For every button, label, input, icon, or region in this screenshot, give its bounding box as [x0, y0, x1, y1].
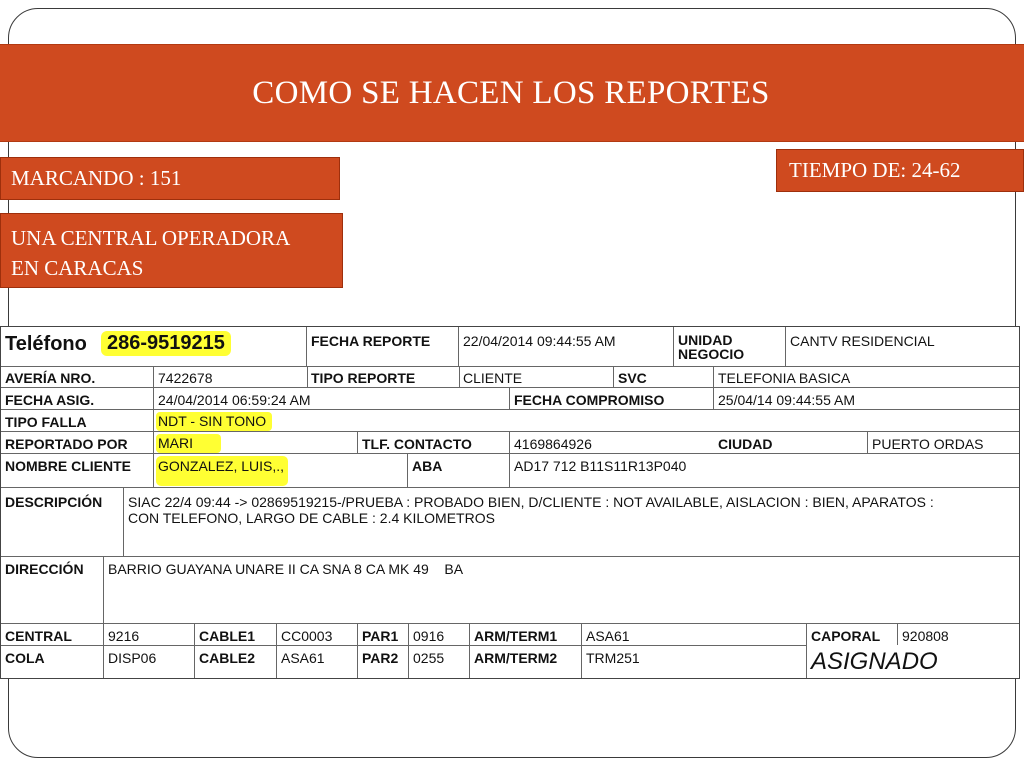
tipo-falla-label: TIPO FALLA [5, 414, 87, 430]
fecha-asig-value: 24/04/2014 06:59:24 AM [158, 392, 311, 408]
unidad-negocio-label: UNIDAD NEGOCIO [678, 332, 745, 362]
tiempo-text: TIEMPO DE: 24-62 [789, 158, 961, 182]
caporal-value: 920808 [902, 628, 949, 644]
armterm2-value: TRM251 [586, 650, 640, 666]
aba-label: ABA [412, 458, 443, 474]
ciudad-value: PUERTO ORDAS [872, 436, 984, 452]
cola-value: DISP06 [108, 650, 157, 666]
nombre-cliente-label: NOMBRE CLIENTE [5, 458, 131, 474]
descripcion-line1: SIAC 22/4 09:44 -> 02869519215-/PRUEBA : PROBADO BIEN, D/CLIENTE : NOT AVAILABLE, AISLACION : BIEN, APARATOS : [128, 494, 934, 510]
par1-value: 0916 [413, 628, 445, 644]
armterm2-label: ARM/TERM2 [474, 650, 558, 666]
marcando-text: MARCANDO : 151 [11, 166, 182, 190]
averia-label: AVERÍA NRO. [5, 370, 96, 386]
descripcion-line2: CON TELEFONO, LARGO DE CABLE : 2.4 KILOMETROS [128, 510, 495, 526]
aba-value: AD17 712 B11S11R13P040 [514, 458, 687, 474]
svc-label: SVC [618, 370, 647, 386]
slide-title: COMO SE HACEN LOS REPORTES [252, 74, 770, 111]
svc-value: TELEFONIA BASICA [718, 370, 851, 386]
cable2-value: ASA61 [281, 650, 325, 666]
tipo-reporte-value: CLIENTE [463, 370, 523, 386]
direccion-label: DIRECCIÓN [5, 561, 84, 577]
central-value: 9216 [108, 628, 140, 644]
fecha-asig-label: FECHA ASIG. [5, 392, 95, 408]
tlf-contacto-label: TLF. CONTACTO [362, 436, 472, 452]
central-operadora-line1: UNA CENTRAL OPERADORA [11, 226, 291, 250]
reportado-por-value: MARI [156, 434, 221, 453]
tipo-reporte-label: TIPO REPORTE [311, 370, 416, 386]
ciudad-label: CIUDAD [718, 436, 773, 452]
direccion-value: BARRIO GUAYANA UNARE II CA SNA 8 CA MK 49 BA [108, 561, 464, 577]
telefono-value: 286-9519215 [101, 331, 231, 356]
fecha-reporte-value: 22/04/2014 09:44:55 AM [463, 333, 616, 349]
armterm1-value: ASA61 [586, 628, 630, 644]
status-label: ASIGNADO [811, 648, 938, 675]
armterm1-label: ARM/TERM1 [474, 628, 558, 644]
cable1-label: CABLE1 [199, 628, 256, 644]
cable2-label: CABLE2 [199, 650, 256, 666]
caporal-label: CAPORAL [811, 628, 881, 644]
report-form [0, 326, 1020, 679]
reportado-por-label: REPORTADO POR [5, 436, 128, 452]
fecha-compromiso-label: FECHA COMPROMISO [514, 392, 665, 408]
tipo-falla-value: NDT - SIN TONO [156, 412, 272, 431]
fecha-reporte-label: FECHA REPORTE [311, 333, 431, 349]
telefono-label: Teléfono [5, 333, 87, 355]
central-operadora-line2: EN CARACAS [11, 256, 144, 280]
central-label: CENTRAL [5, 628, 72, 644]
unidad-negocio-value: CANTV RESIDENCIAL [790, 333, 935, 349]
averia-value: 7422678 [158, 370, 213, 386]
nombre-cliente-value: GONZALEZ, LUIS,., [156, 456, 288, 486]
marcando-box [0, 157, 340, 200]
par1-label: PAR1 [362, 628, 399, 644]
tiempo-box [776, 149, 1024, 192]
title-bar [0, 44, 1024, 142]
par2-value: 0255 [413, 650, 445, 666]
cola-label: COLA [5, 650, 45, 666]
descripcion-label: DESCRIPCIÓN [5, 494, 103, 510]
fecha-compromiso-value: 25/04/14 09:44:55 AM [718, 392, 855, 408]
tlf-contacto-value: 4169864926 [514, 436, 592, 452]
par2-label: PAR2 [362, 650, 399, 666]
central-operadora-box [0, 213, 343, 288]
cable1-value: CC0003 [281, 628, 333, 644]
